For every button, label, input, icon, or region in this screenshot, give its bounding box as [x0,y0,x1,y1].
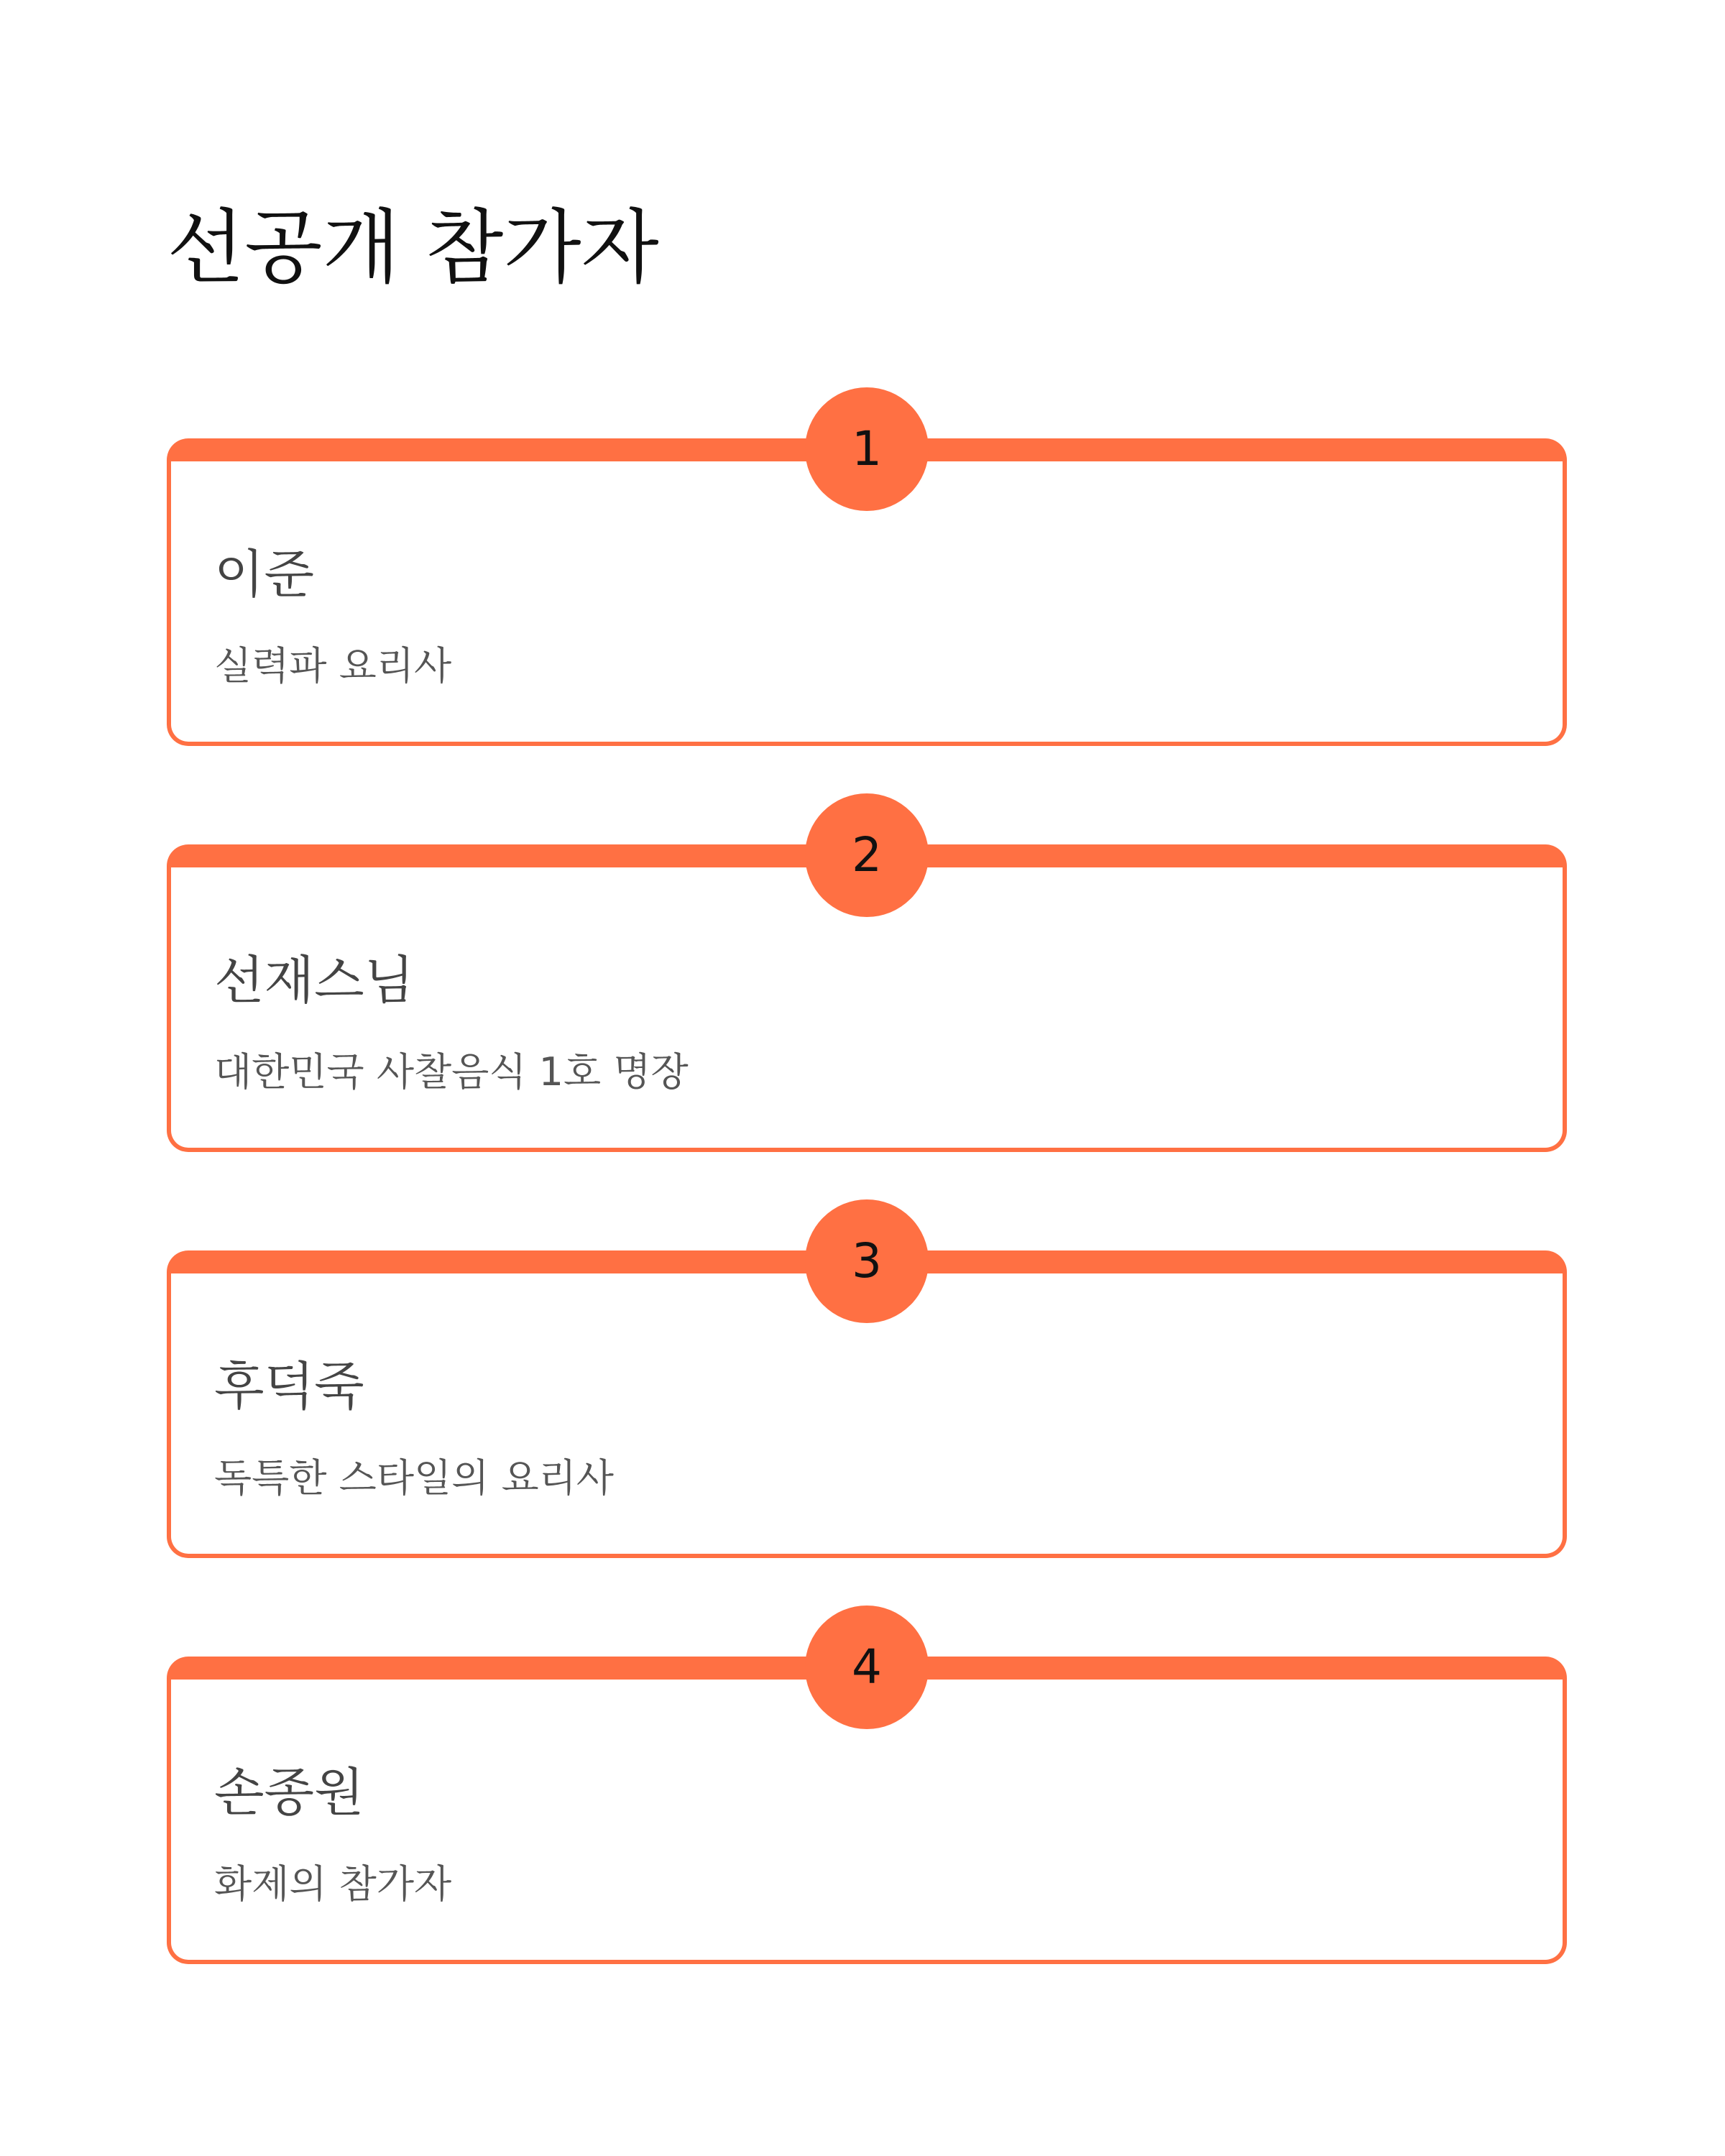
participant-description: 독특한 스타일의 요리사 [214,1455,614,1501]
number-badge: 3 [805,1199,929,1323]
participant-name: 손종원 [214,1762,364,1823]
number-badge: 4 [805,1606,929,1729]
participant-card [167,1233,1567,1558]
participant-list [167,421,1567,2063]
number-badge: 2 [805,793,929,917]
participant-card [167,827,1567,1152]
number-badge: 1 [805,387,929,511]
page-title: 선공개 참가자 [167,201,659,295]
participant-description: 화제의 참가자 [214,1861,452,1907]
participant-card [167,1639,1567,1964]
participant-name: 이준 [214,544,315,604]
participant-name: 선재스님 [214,950,415,1010]
participant-card [167,421,1567,746]
participant-name: 후덕죽 [214,1356,364,1416]
participant-description: 대한민국 사찰음식 1호 명장 [214,1049,689,1095]
participant-description: 실력파 요리사 [214,643,452,688]
